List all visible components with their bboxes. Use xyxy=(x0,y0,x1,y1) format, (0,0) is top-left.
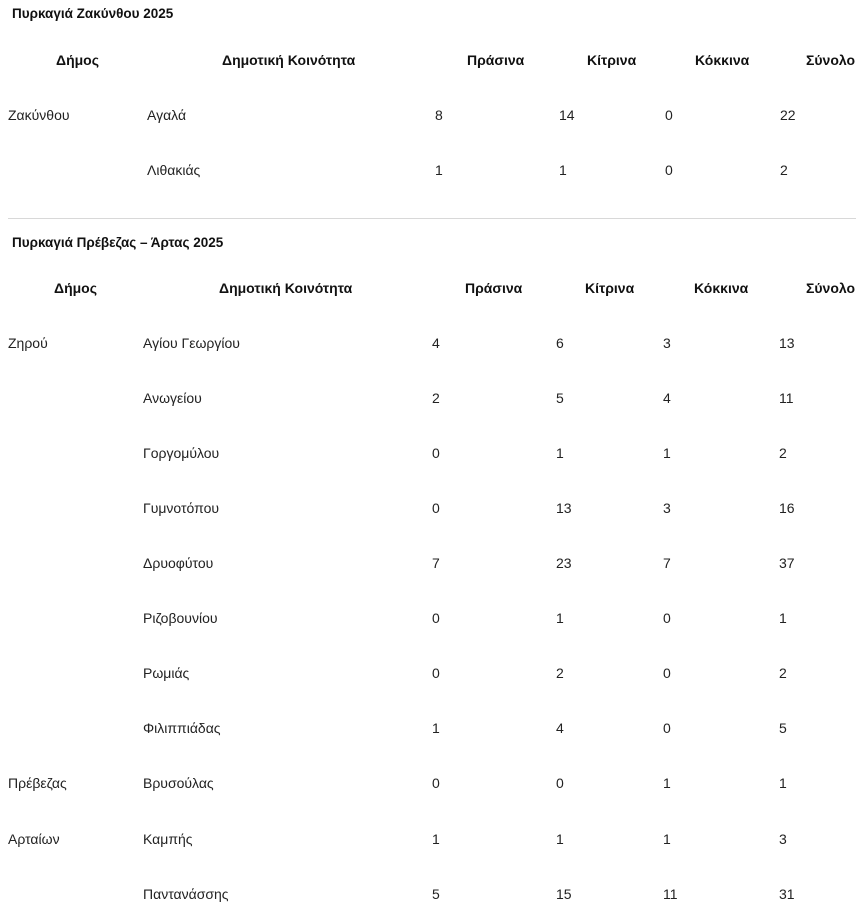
cell-kokkina: 0 xyxy=(663,720,671,736)
header-koinotita: Δημοτική Κοινότητα xyxy=(222,52,356,68)
header-dimos: Δήμος xyxy=(56,52,100,68)
header-kitrina: Κίτρινα xyxy=(585,280,635,296)
table-row xyxy=(0,333,856,353)
cell-synolo: 2 xyxy=(779,665,787,681)
cell-kitrina: 4 xyxy=(556,720,564,736)
cell-koinotita: Δρυοφύτου xyxy=(143,555,214,571)
cell-koinotita: Ανωγείου xyxy=(143,390,202,406)
cell-kitrina: 5 xyxy=(556,390,564,406)
cell-prasina: 1 xyxy=(432,831,440,847)
table-row xyxy=(0,718,856,738)
cell-kokkina: 0 xyxy=(663,610,671,626)
cell-synolo: 2 xyxy=(780,162,788,178)
table-row xyxy=(0,663,856,683)
table-row xyxy=(0,884,856,904)
table-header-row xyxy=(0,50,856,70)
header-prasina: Πράσινα xyxy=(467,52,525,68)
table-row xyxy=(0,443,856,463)
cell-prasina: 4 xyxy=(432,335,440,351)
table-row xyxy=(0,105,856,125)
header-kitrina: Κίτρινα xyxy=(587,52,637,68)
cell-kitrina: 14 xyxy=(559,107,575,123)
cell-synolo: 22 xyxy=(780,107,796,123)
cell-synolo: 37 xyxy=(779,555,795,571)
cell-kitrina: 15 xyxy=(556,886,572,902)
cell-kitrina: 23 xyxy=(556,555,572,571)
table-row xyxy=(0,388,856,408)
cell-koinotita: Γοργομύλου xyxy=(143,445,220,461)
table-row xyxy=(0,553,856,573)
cell-synolo: 11 xyxy=(779,390,794,406)
cell-prasina: 0 xyxy=(432,610,440,626)
cell-dimos: Αρταίων xyxy=(8,831,60,847)
cell-synolo: 1 xyxy=(779,775,787,791)
header-prasina: Πράσινα xyxy=(465,280,523,296)
cell-dimos: Ζηρού xyxy=(8,335,48,351)
cell-dimos: Ζακύνθου xyxy=(8,107,70,123)
header-dimos: Δήμος xyxy=(54,280,98,296)
cell-koinotita: Λιθακιάς xyxy=(147,162,201,178)
cell-koinotita: Φιλιππιάδας xyxy=(143,720,221,736)
cell-prasina: 8 xyxy=(435,107,443,123)
cell-kitrina: 13 xyxy=(556,500,572,516)
section-title: Πυρκαγιά Ζακύνθου 2025 xyxy=(12,6,174,21)
cell-kokkina: 11 xyxy=(663,886,678,902)
header-synolo: Σύνολο xyxy=(806,280,856,296)
cell-prasina: 0 xyxy=(432,775,440,791)
cell-kokkina: 0 xyxy=(663,665,671,681)
cell-koinotita: Βρυσούλας xyxy=(143,775,214,791)
table-row xyxy=(0,608,856,628)
cell-prasina: 5 xyxy=(432,886,440,902)
cell-kitrina: 1 xyxy=(559,162,567,178)
cell-kokkina: 3 xyxy=(663,500,671,516)
cell-kokkina: 4 xyxy=(663,390,671,406)
table-row xyxy=(0,160,856,180)
cell-synolo: 31 xyxy=(779,886,795,902)
cell-synolo: 16 xyxy=(779,500,795,516)
section-divider xyxy=(8,218,856,219)
cell-synolo: 2 xyxy=(779,445,787,461)
cell-prasina: 0 xyxy=(432,500,440,516)
cell-prasina: 1 xyxy=(435,162,443,178)
cell-kokkina: 1 xyxy=(663,831,671,847)
cell-prasina: 7 xyxy=(432,555,440,571)
header-kokkina: Κόκκινα xyxy=(694,280,749,296)
cell-kokkina: 0 xyxy=(665,107,673,123)
cell-synolo: 3 xyxy=(779,831,787,847)
cell-kitrina: 0 xyxy=(556,775,564,791)
cell-kokkina: 3 xyxy=(663,335,671,351)
cell-prasina: 0 xyxy=(432,445,440,461)
cell-kitrina: 1 xyxy=(556,610,564,626)
cell-kokkina: 0 xyxy=(665,162,673,178)
table-row xyxy=(0,773,856,793)
table-row xyxy=(0,829,856,849)
cell-synolo: 13 xyxy=(779,335,795,351)
cell-kokkina: 1 xyxy=(663,775,671,791)
header-synolo: Σύνολο xyxy=(806,52,856,68)
cell-dimos: Πρέβεζας xyxy=(8,775,67,791)
cell-prasina: 2 xyxy=(432,390,440,406)
cell-koinotita: Ρωμιάς xyxy=(143,665,190,681)
cell-prasina: 0 xyxy=(432,665,440,681)
header-koinotita: Δημοτική Κοινότητα xyxy=(219,280,353,296)
cell-synolo: 5 xyxy=(779,720,787,736)
table-row xyxy=(0,498,856,518)
cell-koinotita: Γυμνοτόπου xyxy=(143,500,220,516)
cell-koinotita: Παντανάσσης xyxy=(143,886,229,902)
cell-kitrina: 2 xyxy=(556,665,564,681)
cell-kitrina: 1 xyxy=(556,831,564,847)
header-kokkina: Κόκκινα xyxy=(695,52,750,68)
table-header-row xyxy=(0,278,856,298)
cell-prasina: 1 xyxy=(432,720,440,736)
cell-kokkina: 7 xyxy=(663,555,671,571)
cell-kitrina: 1 xyxy=(556,445,564,461)
cell-kokkina: 1 xyxy=(663,445,671,461)
cell-kitrina: 6 xyxy=(556,335,564,351)
cell-koinotita: Αγαλά xyxy=(147,107,187,123)
cell-koinotita: Καμπής xyxy=(143,831,193,847)
cell-synolo: 1 xyxy=(779,610,787,626)
section-title: Πυρκαγιά Πρέβεζας – Άρτας 2025 xyxy=(12,235,224,250)
cell-koinotita: Ριζοβουνίου xyxy=(143,610,218,626)
cell-koinotita: Αγίου Γεωργίου xyxy=(143,335,240,351)
